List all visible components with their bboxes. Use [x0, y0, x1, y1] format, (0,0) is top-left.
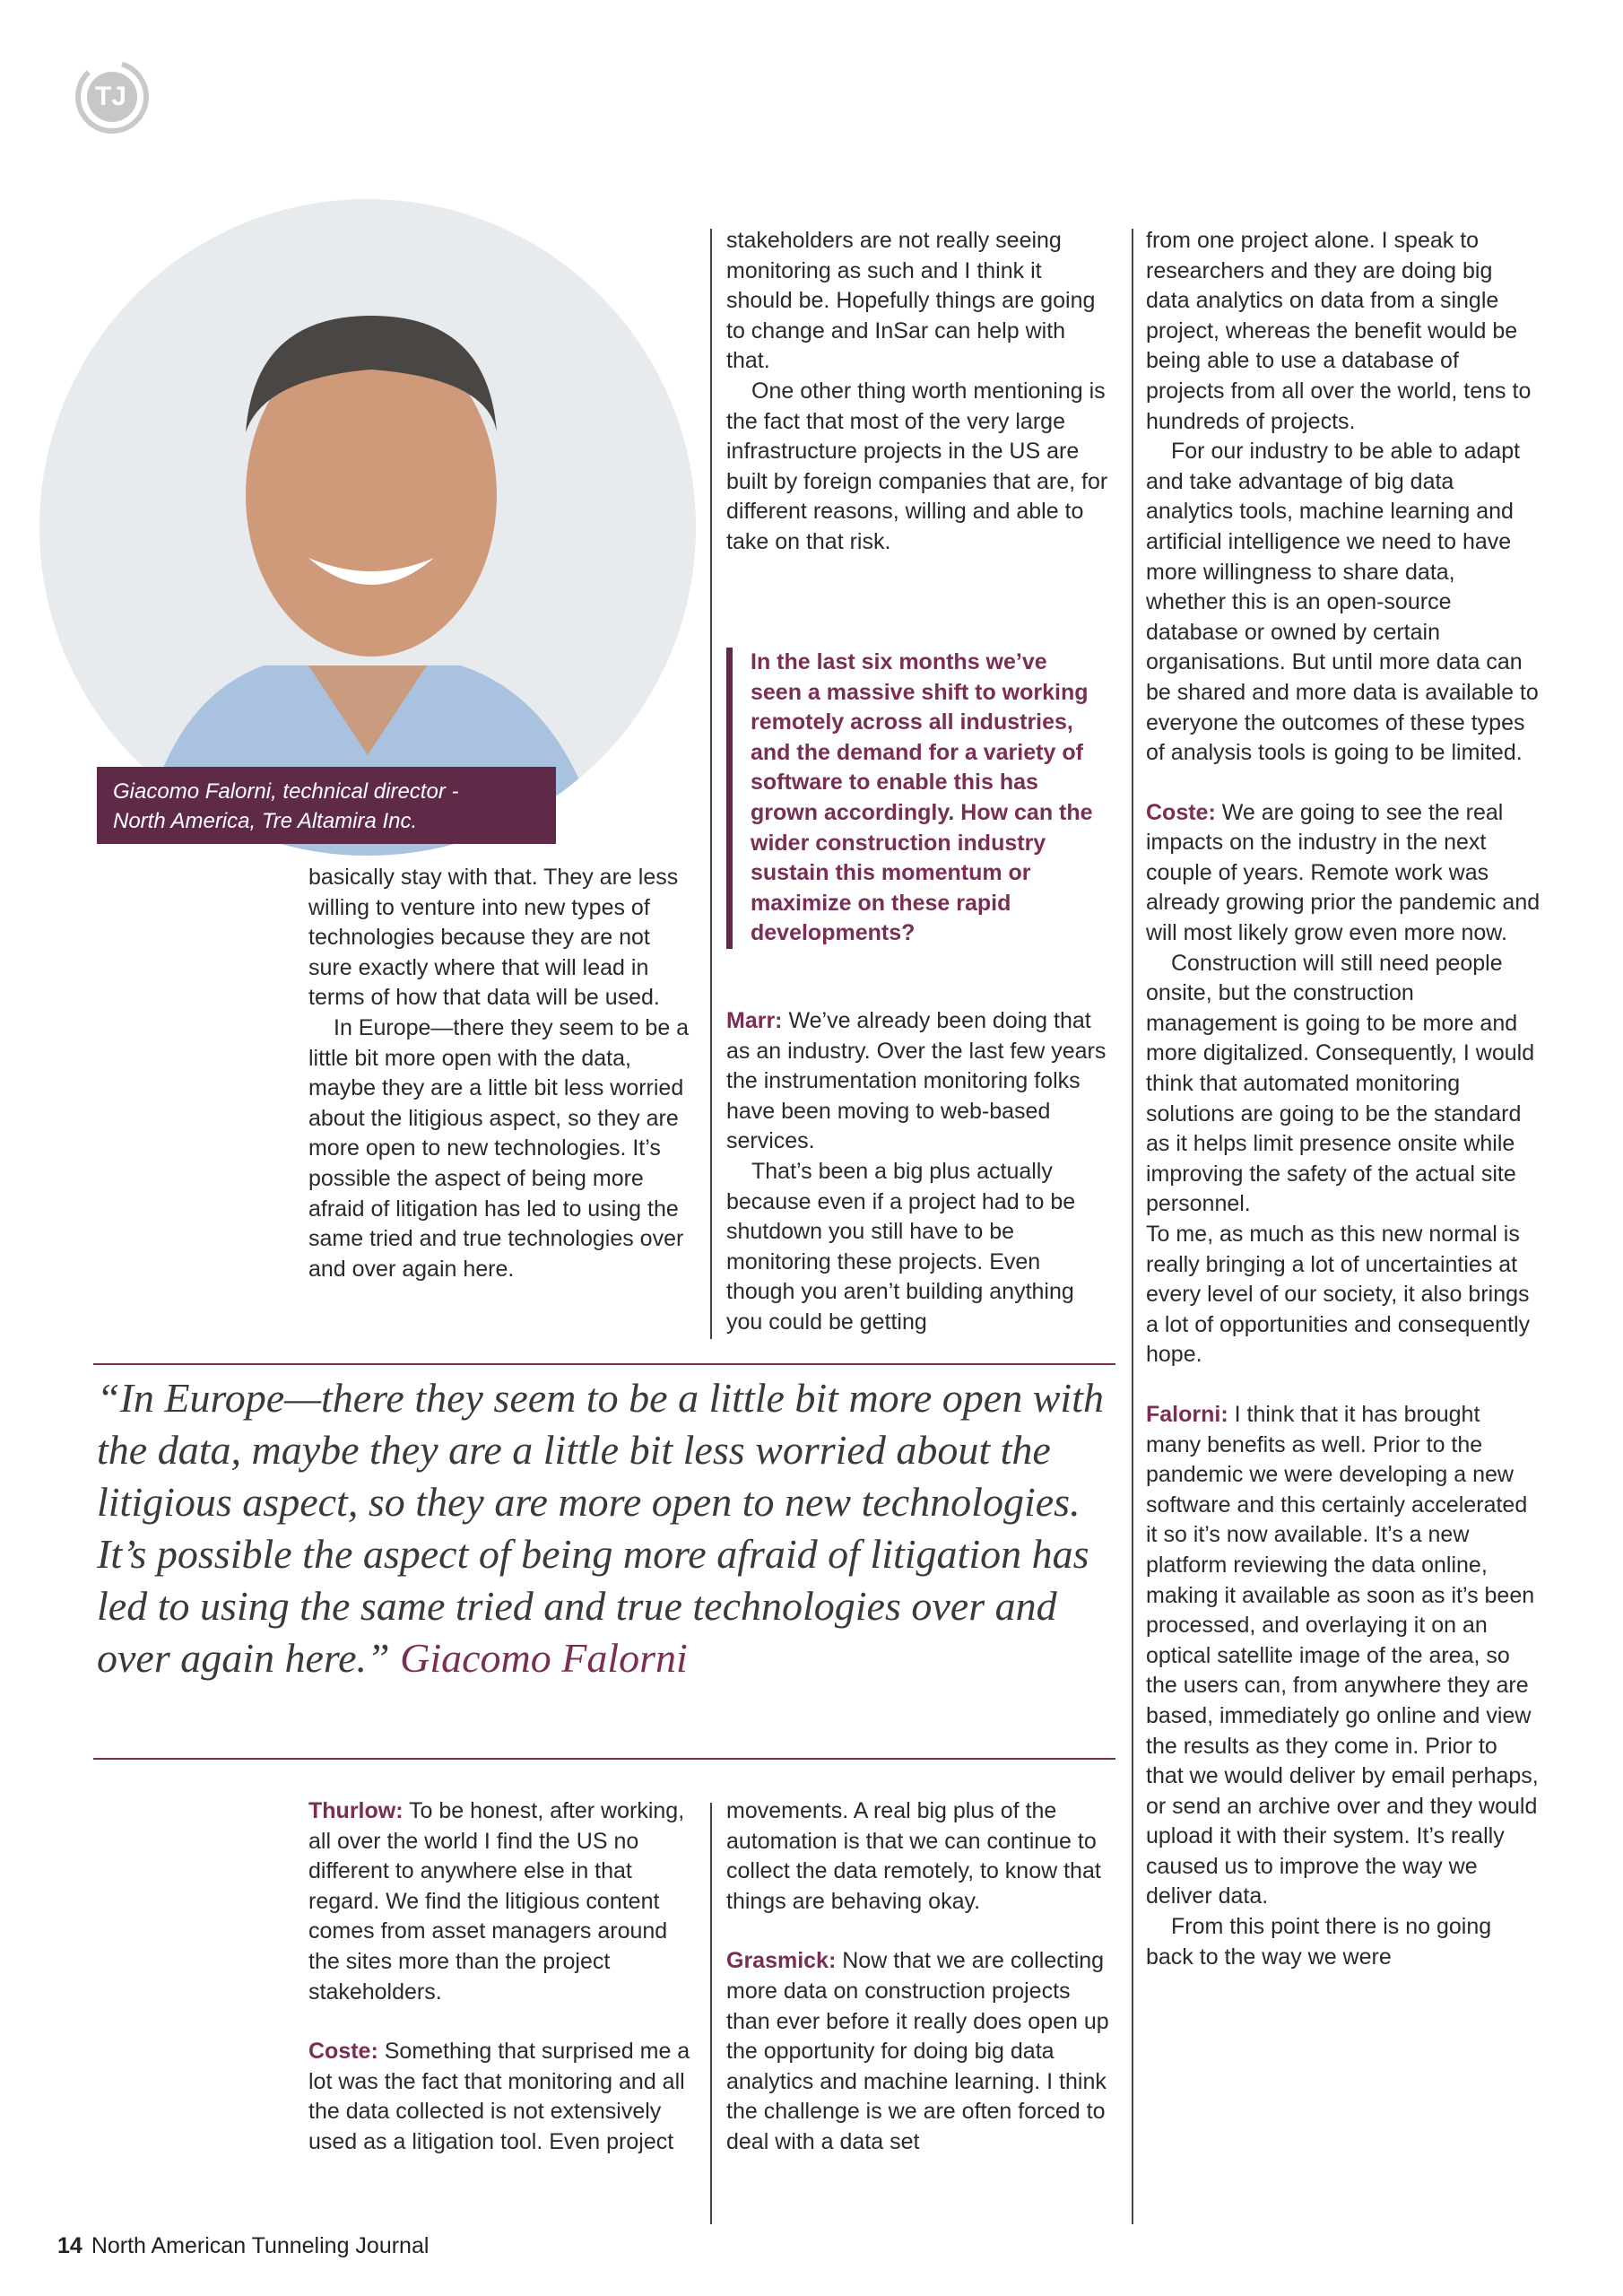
column-3 [1146, 226, 1541, 1972]
paragraph-text: Now that we are collecting more data on construction projects than ever before it really does open up the opportunity for doing big data analytics and machine learning. I think the challenge is we are often forced to deal with a data set [726, 1948, 1109, 2154]
speaker-name: Coste: [308, 2039, 378, 2065]
page-footer [57, 2233, 429, 2259]
page-number: 14 [57, 2233, 82, 2258]
quote-rule-bottom [93, 1758, 1115, 1760]
paragraph: from one project alone. I speak to researchers and they are doing big data analytics on data from a single project, whereas the benefit would be being able to use a database of projects from all over the world, tens to hundreds of projects. [1146, 228, 1532, 434]
column-2-middle [726, 1006, 1112, 1338]
paragraph: In Europe—there they seem to be a little bit more open with the data, maybe they are a little bit less worried about the litigious aspect, so they are more open to new technologies. It’s possible the aspect of being more afraid of litigation has led to using the same tried and true technologies over and over again here. [308, 1014, 690, 1282]
callout-question [726, 648, 1103, 949]
column-2-top [726, 226, 1112, 558]
tj-logo-icon [72, 52, 152, 142]
paragraph: One other thing worth mentioning is the fact that most of the very large infrastructure projects in the US are built by foreign companies that are, for different reasons, willing and able to take on that risk. [726, 378, 1108, 554]
paragraph: basically stay with that. They are less willing to venture into new types of technologies because they are not sure exactly where that will lead in terms of how that data will be used. [308, 865, 679, 1011]
pull-quote-text: “In Europe—there they seem to be a little bit more open with the data, maybe they are a little bit less worried about the litigious aspect, so they are more open to new technologies. It’s possible the aspect of being more afraid of litigation has led to using the same tried and true technologies over and over again here.” [97, 1375, 1104, 1681]
callout-text: In the last six months we’ve seen a massive shift to working remotely across all industries, and the demand for a variety of software to enable this has grown accordingly. How can the wider construction industry sustain this momentum or maximize on these rapid developments? [751, 649, 1093, 946]
paragraph: Construction will still need people onsite, but the construction management is going to be more and more digitalized. Consequently, I would think that automated monitoring solutions are going to be the standard as it helps limit presence onsite while improving the safety of the actual site personnel. [1146, 950, 1535, 1217]
paragraph-text: To be honest, after working, all over the world I find the US no different to anywhere else in that regard. We find the litigious content comes from asset managers around the sites more than the project stakeholders. [308, 1798, 685, 2005]
column-divider [710, 229, 712, 1339]
paragraph-text: Something that surprised me a lot was the fact that monitoring and all the data collected is not extensively used as a litigation tool. Even project [308, 2039, 690, 2154]
caption-line: North America, Tre Altamira Inc. [113, 809, 418, 833]
column-divider [710, 1803, 712, 2224]
paragraph-text: We’ve already been doing that as an industry. Over the last few years the instrumentation monitoring folks have been moving to web-based services. [726, 1008, 1107, 1154]
paragraph [1146, 1400, 1541, 1912]
column-1-top [308, 863, 694, 1284]
paragraph: For our industry to be able to adapt and take advantage of big data analytics tools, machine learning and artificial intelligence we need to have more willingness to share data, whether this is an open-source database or owned by certain organisations. But until more data can be shared and more data is available to everyone the outcomes of these types of analysis tools is going to be limited. [1146, 439, 1539, 766]
paragraph: movements. A real big plus of the automation is that we can continue to collect the data remotely, to know that things are behaving okay. [726, 1798, 1101, 1914]
quote-rule-top [93, 1363, 1115, 1365]
speaker-name: Marr: [726, 1008, 783, 1033]
paragraph [726, 1006, 1112, 1157]
paragraph: To me, as much as this new normal is really bringing a lot of uncertainties at every level of our society, it also brings a lot of opportunities and consequently hope. [1146, 1222, 1531, 1368]
pull-quote [97, 1372, 1128, 1684]
speaker-name: Thurlow: [308, 1798, 404, 1823]
photo-caption [97, 767, 556, 844]
column-2-bottom [726, 1796, 1112, 2158]
paragraph [726, 1946, 1112, 2157]
logo-text: TJ [95, 82, 127, 111]
pull-quote-author: Giacomo Falorni [400, 1635, 688, 1681]
journal-title: North American Tunneling Journal [91, 2233, 430, 2258]
paragraph-text: We are going to see the real impacts on the industry in the next couple of years. Remote work was already growing prior the pandemic and will most likely grow even more now. [1146, 799, 1541, 946]
speaker-name: Falorni: [1146, 1401, 1228, 1427]
paragraph [1146, 798, 1541, 949]
speaker-name: Grasmick: [726, 1948, 837, 1974]
portrait-photo [39, 199, 696, 856]
paragraph: stakeholders are not really seeing monitoring as such and I think it should be. Hopefully things are going to change and InSar can help with that. [726, 228, 1096, 374]
column-1-bottom [308, 1796, 694, 2158]
paragraph-text: I think that it has brought many benefits as well. Prior to the pandemic we were developing a new software and this certainly accelerated it so it’s now available. It’s a new platform reviewing the data online, making it available as soon as it’s been processed, and overlaying it on an optical satellite image of the area, so the users can, from anywhere they are based, immediately go online and view the results as they come in. Prior to that we would deliver by email perhaps, or send an archive over and they would upload it with their system. It’s really caused us to improve the way we deliver data. [1146, 1401, 1539, 1909]
paragraph: From this point there is no going back to the way we were [1146, 1914, 1492, 1970]
paragraph [308, 1796, 694, 2007]
caption-line: Giacomo Falorni, technical director - [113, 779, 459, 804]
paragraph [308, 2037, 694, 2157]
speaker-name: Coste: [1146, 799, 1216, 825]
paragraph: That’s been a big plus actually because even if a project had to be shutdown you still have to be monitoring these projects. Even though you aren’t building anything you could be getting [726, 1158, 1076, 1335]
column-divider [1132, 229, 1133, 2224]
